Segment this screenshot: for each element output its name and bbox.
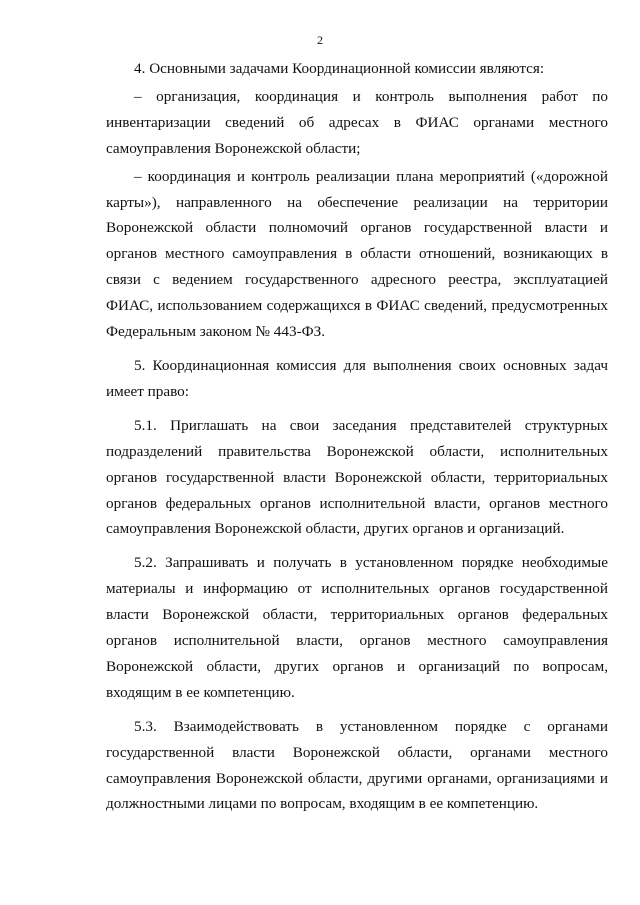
paragraph-5-2: 5.2. Запрашивать и получать в установленном порядке необходимые материалы и информацию от исполнительных органов государственной власти Воронежской области, территориальных органов федеральных органов исполнительной власти, органов местного самоуправления Воронежской области, других органов и организаций по вопросам, входящим в ее компетенцию.: [106, 554, 608, 701]
paragraph-5-3: 5.3. Взаимодействовать в установленном порядке с органами государственной власти Воронежской области, органами местного самоуправления Воронежской области, другими органами, организациями и должностными лицами по вопросам, входящим в ее компетенцию.: [106, 717, 608, 813]
paragraph-4-tasks-heading: 4. Основными задачами Координационной комиссии являются:: [134, 60, 545, 77]
paragraph-5-rights-heading: 5. Координационная комиссия для выполнения своих основных задач имеет право:: [106, 356, 608, 400]
paragraph-task-roadmap: – координация и контроль реализации плана мероприятий («дорожной карты»), направленного на обеспечение реализации на территории Воронежской области полномочий органов государственной власти и органов местного самоуправления в области отношений, возникающих в связи с ведением государственного адресного реестра, эксплуатацией ФИАС, использованием содержащихся в ФИАС сведений, предусмотренных Федеральным законом № 443-ФЗ.: [106, 167, 608, 341]
paragraph-5-1: 5.1. Приглашать на свои заседания представителей структурных подразделений правительства Воронежской области, исполнительных органов государственной власти Воронежской области, территориальных органов федеральных органов исполнительной власти, органов местного самоуправления Воронежской области, других органов и организаций.: [106, 416, 608, 538]
paragraph-task-inventory: – организация, координация и контроль выполнения работ по инвентаризации сведений об адресах в ФИАС органами местного самоуправления Воронежской области;: [106, 87, 608, 157]
document-body: [106, 56, 608, 817]
page-number: 2: [317, 33, 323, 47]
